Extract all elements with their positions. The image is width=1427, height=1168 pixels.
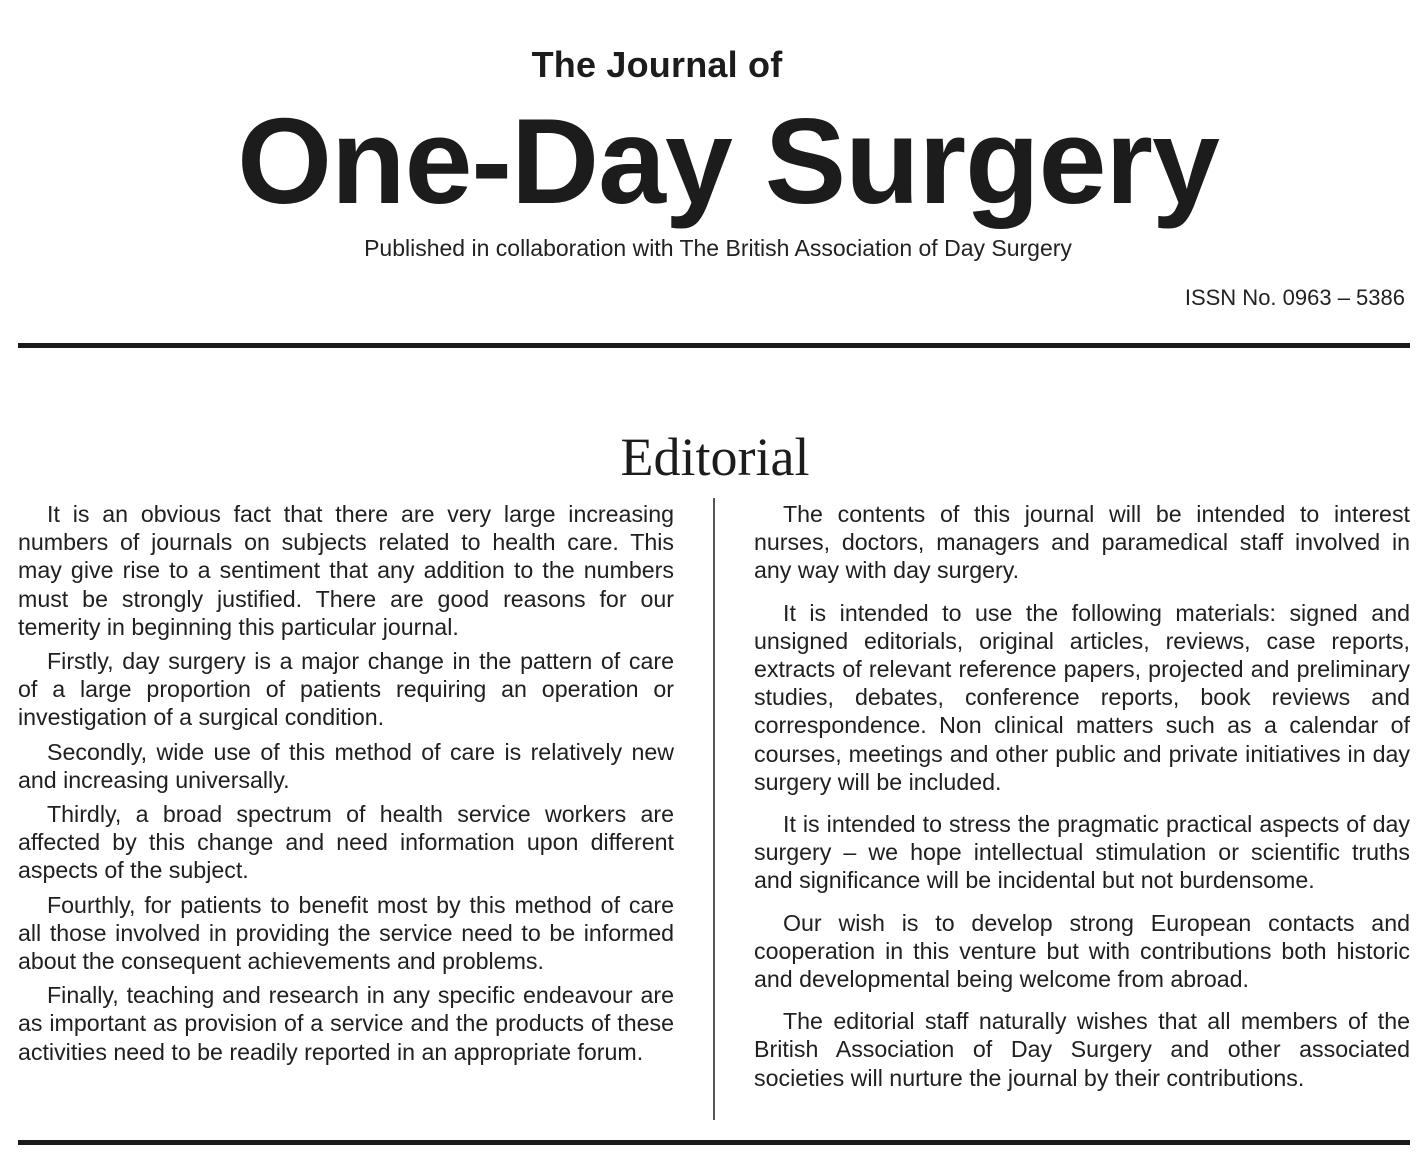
paragraph: It is intended to use the following materials: signed and unsigned editorials, original articles, reviews, case reports, extracts of relevant reference papers, projected and preliminary studies, debates, conference reports, book reviews and correspondence. Non clinical matters such as a calendar of courses, meetings and other public and private initiatives in day surgery will be included. <box>754 599 1410 795</box>
paragraph: Firstly, day surgery is a major change in the pattern of care of a large proportion of patients requiring an operation or investigation of a surgical condition. <box>18 648 674 731</box>
issn-number: ISSN No. 0963 – 5386 <box>1184 285 1405 310</box>
paragraph: The editorial staff naturally wishes that all members of the British Association of Day Surgery and other associated societies will nurture the journal by their contributions. <box>754 1008 1410 1091</box>
editorial-left-column <box>18 500 674 1066</box>
paragraph: Thirdly, a broad spectrum of health service workers are affected by this change and need information upon different aspects of the subject. <box>18 801 674 884</box>
paragraph: The contents of this journal will be intended to interest nurses, doctors, managers and paramedical staff involved in any way with day surgery. <box>754 501 1410 584</box>
journal-kicker: The Journal of <box>531 44 783 85</box>
paragraph: Secondly, wide use of this method of care is relatively new and increasing universally. <box>18 738 674 793</box>
publisher-line: Published in collaboration with The British Association of Day Surgery <box>364 235 1072 261</box>
paragraph: Our wish is to develop strong European contacts and cooperation in this venture but with contributions both historic and developmental being welcome from abroad. <box>754 909 1410 993</box>
editorial-right-column <box>754 500 1410 1092</box>
paragraph: Finally, teaching and research in any specific endeavour are as important as provision of a service and the products of these activities need to be readily reported in an appropriate forum. <box>18 982 674 1065</box>
bottom-rule <box>18 1140 1410 1145</box>
top-rule <box>18 343 1410 348</box>
paragraph: It is intended to stress the pragmatic practical aspects of day surgery – we hope intellectual stimulation or scientific truths and significance will be incidental but not burdensome. <box>754 811 1410 894</box>
paragraph: Fourthly, for patients to benefit most by this method of care all those involved in providing the service need to be informed about the consequent achievements and problems. <box>18 891 674 975</box>
paragraph: It is an obvious fact that there are very large increasing numbers of journals on subjects related to health care. This may give rise to a sentiment that any addition to the numbers must be strongly justified. There are good reasons for our temerity in beginning this particular journal. <box>18 501 674 640</box>
column-divider <box>713 498 715 1120</box>
journal-title: One-Day Surgery <box>237 93 1219 229</box>
editorial-heading: Editorial <box>620 427 810 487</box>
